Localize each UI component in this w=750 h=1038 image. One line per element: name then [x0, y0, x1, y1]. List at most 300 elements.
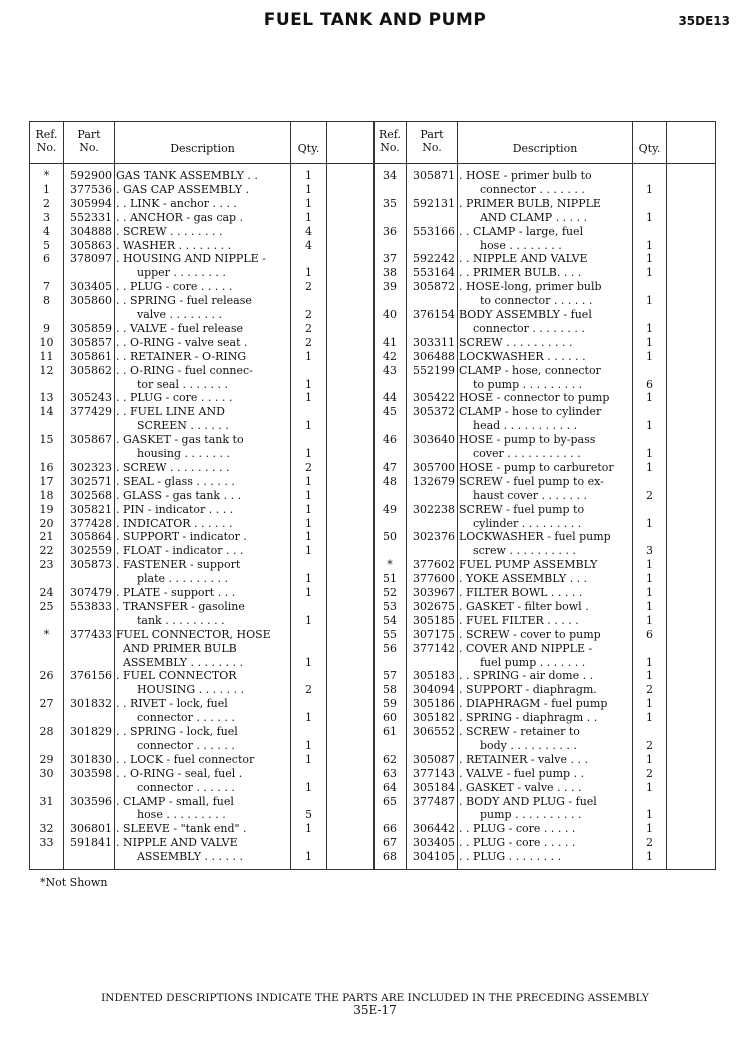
part-number: 303405: [413, 836, 455, 850]
description: AND PRIMER BULB: [116, 641, 237, 655]
quantity: 2: [646, 766, 653, 780]
description: . FUEL CONNECTOR: [116, 669, 237, 683]
quantity: 1: [646, 655, 653, 669]
quantity: 6: [646, 627, 653, 641]
part-number: 302323: [70, 460, 112, 474]
table-row: [30, 642, 715, 656]
quantity: 1: [646, 419, 653, 433]
table-row: [30, 183, 715, 197]
part-number: 552199: [413, 363, 455, 377]
quantity: 1: [305, 850, 312, 864]
description: . . RETAINER - O-RING: [116, 349, 247, 363]
table-row: [30, 433, 715, 447]
description: . . LOCK - fuel connector: [116, 752, 255, 766]
description: FUEL CONNECTOR, HOSE: [116, 627, 271, 641]
part-number: 378097: [70, 252, 112, 266]
part-number: 307175: [413, 627, 455, 641]
description: ASSEMBLY . . . . . . . .: [116, 655, 243, 669]
part-number: 552331: [70, 210, 112, 224]
quantity: 1: [646, 711, 653, 725]
quantity: 1: [646, 516, 653, 530]
quantity: 2: [305, 683, 312, 697]
part-number: 305873: [70, 558, 112, 572]
table-row: [30, 447, 715, 461]
table-row: [30, 739, 715, 753]
quantity: 1: [305, 502, 312, 516]
description: to pump . . . . . . . . .: [459, 377, 583, 391]
quantity: 5: [305, 808, 312, 822]
quantity: 1: [305, 377, 312, 391]
description: HOUSING . . . . . . .: [116, 683, 245, 697]
description: SCREW . . . . . . . . . .: [459, 335, 573, 349]
ref-number: 31: [39, 794, 54, 808]
table-row: [30, 239, 715, 253]
part-number: 305861: [70, 349, 112, 363]
quantity: 2: [305, 460, 312, 474]
ref-number: 43: [383, 363, 397, 377]
table-row: [30, 628, 715, 642]
description: plate . . . . . . . . .: [116, 572, 228, 586]
description: connector . . . . . . . .: [459, 321, 585, 335]
ref-number: 68: [383, 850, 397, 864]
description: housing . . . . . . .: [116, 447, 231, 460]
description: . . PLUG . . . . . . . .: [459, 850, 562, 864]
description: head . . . . . . . . . . .: [459, 419, 578, 433]
ref-number: 2: [43, 196, 50, 210]
description: screw . . . . . . . . . .: [459, 544, 576, 558]
description: CLAMP - hose, connector: [459, 363, 601, 377]
table-row: [30, 419, 715, 433]
quantity: 1: [646, 669, 653, 683]
part-number: 304888: [70, 224, 112, 238]
table-row: [30, 753, 715, 767]
part-number: 377602: [413, 558, 455, 572]
ref-number: 30: [39, 766, 54, 780]
ref-number: 40: [383, 308, 397, 321]
part-number: 305860: [70, 294, 112, 308]
ref-number: 12: [39, 363, 54, 377]
part-number: 302238: [413, 502, 455, 516]
ref-number: 23: [39, 558, 54, 572]
description: HOSE - pump to by-pass: [459, 433, 596, 447]
description: . . PLUG - core . . . . .: [116, 391, 233, 405]
quantity: 1: [646, 321, 653, 335]
part-number: 304105: [413, 850, 455, 864]
quantity: 1: [305, 655, 312, 669]
quantity: 1: [305, 822, 312, 836]
part-number: 303598: [70, 766, 112, 780]
quantity: 1: [646, 391, 653, 405]
ref-number: 65: [383, 794, 397, 808]
quantity: 1: [646, 182, 653, 196]
quantity: 2: [646, 738, 653, 752]
ref-number: 47: [383, 460, 397, 474]
quantity: 1: [646, 266, 653, 280]
ref-number: 51: [383, 572, 397, 586]
description: . NIPPLE AND VALVE: [116, 836, 238, 850]
quantity: 6: [646, 377, 653, 391]
quantity: 2: [646, 683, 653, 697]
ref-number: 28: [39, 725, 54, 738]
quantity: 2: [646, 836, 653, 850]
part-number: 305700: [413, 460, 455, 474]
table-row: [30, 405, 715, 419]
ref-number: 60: [383, 711, 397, 725]
quantity: 3: [646, 544, 653, 558]
table-row: [30, 808, 715, 822]
ref-number: 64: [383, 780, 397, 794]
table-row: [30, 614, 715, 628]
description: . . CLAMP - large, fuel: [459, 224, 584, 238]
description: . FUEL FILTER . . . . .: [459, 613, 579, 627]
part-number: 303596: [70, 794, 112, 808]
description: . HOUSING AND NIPPLE -: [116, 252, 266, 266]
footer-text: INDENTED DESCRIPTIONS INDICATE THE PARTS ARE INCLUDED IN THE PRECEDING ASSEMBLY: [101, 992, 649, 1004]
ref-number: 27: [39, 697, 54, 711]
ref-number: 66: [383, 822, 397, 836]
part-number: 592131: [413, 196, 455, 210]
part-number: 592900: [70, 169, 112, 182]
part-number: 305863: [70, 238, 112, 252]
part-number: 305994: [70, 196, 112, 210]
quantity: 1: [305, 780, 312, 794]
part-number: 306488: [413, 349, 455, 363]
table-row: [30, 489, 715, 503]
ref-number: 25: [39, 599, 54, 613]
table-row: [30, 697, 715, 711]
ref-number: 13: [39, 391, 54, 405]
ref-number: 49: [383, 502, 397, 516]
ref-number: 63: [383, 766, 397, 780]
description: . . PRIMER BULB. . . .: [459, 266, 582, 280]
table-row: [30, 767, 715, 781]
part-number: 305372: [413, 405, 455, 419]
description: . SCREW - retainer to: [459, 725, 580, 738]
description: cylinder . . . . . . . . .: [459, 516, 582, 530]
part-number: 305184: [413, 780, 455, 794]
part-number: 376154: [413, 308, 455, 321]
header-ref: Ref. No.: [379, 128, 401, 154]
description: . SUPPORT - indicator .: [116, 530, 247, 544]
part-number: 591841: [70, 836, 112, 850]
part-number: 377433: [70, 627, 112, 641]
ref-number: 5: [43, 238, 50, 252]
description: . COVER AND NIPPLE -: [459, 641, 593, 655]
quantity: 1: [305, 752, 312, 766]
ref-number: 33: [39, 836, 54, 850]
ref-number: 50: [383, 530, 397, 544]
table-row: [30, 544, 715, 558]
part-number: 303405: [70, 280, 112, 294]
description: . RETAINER - valve . . .: [459, 752, 588, 766]
description: SCREW - fuel pump to: [459, 502, 585, 516]
table-row: [30, 197, 715, 211]
ref-number: 48: [383, 474, 397, 488]
part-number: 553833: [70, 599, 112, 613]
ref-number: 58: [383, 683, 397, 697]
table-row: [30, 600, 715, 614]
quantity: 2: [305, 308, 312, 321]
part-number: 377428: [70, 516, 112, 530]
ref-number: 8: [43, 294, 50, 308]
part-number: 302675: [413, 599, 455, 613]
ref-number: 35: [383, 196, 397, 210]
description: . GLASS - gas tank . . .: [116, 488, 242, 502]
quantity: 1: [646, 572, 653, 586]
part-number: 303640: [413, 433, 455, 447]
ref-number: 3: [43, 210, 50, 224]
ref-number: 10: [39, 335, 54, 349]
part-number: 377429: [70, 405, 112, 419]
description: HOSE - connector to pump: [459, 391, 610, 405]
table-row: [30, 280, 715, 294]
quantity: 1: [646, 210, 653, 224]
description: . . O-RING - fuel connec-: [116, 363, 253, 377]
quantity: 1: [305, 586, 312, 599]
description: . . ANCHOR - gas cap .: [116, 210, 244, 224]
quantity: 1: [646, 850, 653, 864]
ref-number: 7: [43, 280, 50, 294]
description: . DIAPHRAGM - fuel pump: [459, 697, 608, 711]
part-number: 377536: [70, 182, 112, 196]
part-number: 305821: [70, 502, 112, 516]
part-number: 305867: [70, 433, 112, 447]
part-number: 302568: [70, 488, 112, 502]
header-ref: Ref. No.: [35, 128, 58, 154]
quantity: 1: [646, 335, 653, 349]
ref-number: 19: [39, 502, 54, 516]
table-row: [30, 656, 715, 670]
table-row: [30, 503, 715, 517]
part-number: 301832: [70, 697, 112, 711]
description: . . O-RING - seal, fuel .: [116, 766, 243, 780]
description: . HOSE - primer bulb to: [459, 169, 592, 182]
header-qty: Qty.: [297, 142, 320, 155]
ref-number: 17: [39, 474, 54, 488]
quantity: 1: [646, 586, 653, 599]
ref-number: 37: [383, 252, 397, 266]
page-title: FUEL TANK AND PUMP: [263, 10, 487, 30]
description: . . LINK - anchor . . . .: [116, 196, 237, 210]
ref-number: 55: [383, 627, 397, 641]
description: SCREEN . . . . . .: [116, 419, 229, 433]
ref-number: *: [43, 627, 50, 641]
description: connector . . . . . .: [116, 738, 235, 752]
quantity: 1: [305, 266, 312, 280]
ref-number: 52: [383, 586, 397, 599]
description: . PIN - indicator . . . .: [116, 502, 234, 516]
ref-number: 46: [383, 433, 397, 447]
table-row: [30, 322, 715, 336]
part-number: 302571: [70, 474, 112, 488]
table-row: [30, 795, 715, 809]
footnote: *Not Shown: [40, 876, 108, 889]
ref-number: 18: [39, 488, 54, 502]
part-number: 303967: [413, 586, 455, 599]
header-description: Description: [512, 142, 578, 155]
table-row: [30, 266, 715, 280]
description: hose . . . . . . . .: [459, 238, 562, 252]
table-row: [30, 669, 715, 683]
part-number: 592242: [413, 252, 455, 266]
description: . SUPPORT - diaphragm.: [459, 683, 597, 697]
quantity: 1: [305, 516, 312, 530]
description: . SCREW - cover to pump: [459, 627, 601, 641]
quantity: 1: [646, 460, 653, 474]
description: . . PLUG - core . . . . .: [459, 836, 576, 850]
ref-number: 11: [39, 349, 54, 363]
quantity: 1: [305, 474, 312, 488]
quantity: 1: [305, 447, 312, 460]
description: connector . . . . . .: [116, 711, 235, 725]
quantity: 1: [646, 447, 653, 460]
description: FUEL PUMP ASSEMBLY: [459, 558, 598, 572]
description: . SLEEVE - "tank end" .: [116, 822, 247, 836]
ref-number: 56: [383, 641, 397, 655]
ref-number: 20: [39, 516, 54, 530]
part-number: 553164: [413, 266, 455, 280]
table-row: [30, 391, 715, 405]
quantity: 4: [305, 224, 312, 238]
part-number: 305857: [70, 335, 112, 349]
description: BODY ASSEMBLY - fuel: [459, 308, 592, 321]
table-row: [30, 558, 715, 572]
ref-number: 38: [383, 266, 397, 280]
ref-number: 24: [39, 586, 54, 599]
part-number: 301829: [70, 725, 112, 738]
table-row: [30, 336, 715, 350]
part-number: 303311: [413, 335, 455, 349]
description: . FILTER BOWL . . . . .: [459, 586, 583, 599]
quantity: 2: [305, 335, 312, 349]
quantity: 1: [305, 711, 312, 725]
description: . INDICATOR . . . . . .: [116, 516, 233, 530]
description: . . NIPPLE AND VALVE: [459, 252, 588, 266]
part-number: 305871: [413, 169, 455, 182]
ref-number: 41: [383, 335, 397, 349]
description: pump . . . . . . . . . .: [459, 808, 582, 822]
part-number: 377143: [413, 766, 455, 780]
table-row: [30, 530, 715, 544]
table-row: [30, 461, 715, 475]
quantity: 1: [305, 419, 312, 433]
header-description: Description: [170, 142, 235, 155]
quantity: 1: [646, 238, 653, 252]
description: LOCKWASHER . . . . . .: [459, 349, 586, 363]
description: . BODY AND PLUG - fuel: [459, 794, 597, 808]
table-row: [30, 225, 715, 239]
quantity: 1: [646, 558, 653, 572]
description: . . PLUG - core . . . . .: [459, 822, 576, 836]
table-row: [30, 711, 715, 725]
table-row: [30, 475, 715, 489]
description: to connector . . . . . .: [459, 294, 593, 308]
description: . . O-RING - valve seat .: [116, 335, 248, 349]
part-number: 132679: [413, 474, 455, 488]
description: tank . . . . . . . . .: [116, 613, 225, 627]
quantity: 1: [305, 488, 312, 502]
part-number: 305087: [413, 752, 455, 766]
description: . PLATE - support . . .: [116, 586, 236, 599]
table-row: [30, 836, 715, 850]
part-number: 553166: [413, 224, 455, 238]
table-row: [30, 586, 715, 600]
description: . HOSE-long, primer bulb: [459, 280, 602, 294]
quantity: 1: [305, 391, 312, 405]
table-row: [30, 378, 715, 392]
quantity: 4: [305, 238, 312, 252]
part-number: 305422: [413, 391, 455, 405]
quantity: 1: [646, 613, 653, 627]
description: . . RIVET - lock, fuel: [116, 697, 228, 711]
ref-number: 34: [383, 169, 397, 182]
quantity: 1: [646, 599, 653, 613]
quantity: 1: [646, 349, 653, 363]
ref-number: 39: [383, 280, 397, 294]
description: . GASKET - gas tank to: [116, 433, 244, 447]
ref-number: 36: [383, 224, 397, 238]
description: haust cover . . . . . . .: [459, 488, 587, 502]
description: cover . . . . . . . . . . .: [459, 447, 581, 460]
description: HOSE - pump to carburetor: [459, 460, 614, 474]
description: . TRANSFER - gasoline: [116, 599, 245, 613]
description: . FASTENER - support: [116, 558, 241, 572]
description: . PRIMER BULB, NIPPLE: [459, 196, 601, 210]
quantity: 1: [305, 196, 312, 210]
description: LOCKWASHER - fuel pump: [459, 530, 611, 544]
header-qty: Qty.: [638, 142, 661, 155]
description: connector . . . . . .: [116, 780, 235, 794]
ref-number: 9: [43, 321, 50, 335]
parts-table: [29, 121, 716, 870]
description: . . VALVE - fuel release: [116, 321, 243, 335]
description: CLAMP - hose to cylinder: [459, 405, 602, 419]
quantity: 2: [305, 321, 312, 335]
description: GAS TANK ASSEMBLY . .: [116, 169, 258, 182]
part-number: 305862: [70, 363, 112, 377]
ref-number: *: [387, 558, 393, 572]
header-part: Part No.: [420, 128, 444, 154]
description: body . . . . . . . . . .: [459, 738, 577, 752]
part-number: 305183: [413, 669, 455, 683]
quantity: 1: [646, 822, 653, 836]
ref-number: 14: [39, 405, 54, 419]
quantity: 1: [646, 752, 653, 766]
part-number: 305872: [413, 280, 455, 294]
description: . GASKET - filter bowl .: [459, 599, 589, 613]
ref-number: 42: [383, 349, 397, 363]
description: . . PLUG - core . . . . .: [116, 280, 233, 294]
part-number: 377487: [413, 794, 455, 808]
ref-number: 6: [43, 252, 50, 266]
part-number: 304094: [413, 683, 455, 697]
part-number: 302376: [413, 530, 455, 544]
description: . . SPRING - air dome . .: [459, 669, 594, 683]
description: . . SPRING - fuel release: [116, 294, 252, 308]
table-row: [30, 725, 715, 739]
table-row: [30, 350, 715, 364]
ref-number: *: [43, 169, 50, 182]
quantity: 1: [305, 530, 312, 544]
part-number: 307479: [70, 586, 112, 599]
part-number: 301830: [70, 752, 112, 766]
description: upper . . . . . . . .: [116, 266, 226, 280]
quantity: 1: [305, 738, 312, 752]
description: . SPRING - diaphragm . .: [459, 711, 598, 725]
part-number: 302559: [70, 544, 112, 558]
quantity: 2: [305, 280, 312, 294]
part-number: 306552: [413, 725, 455, 738]
